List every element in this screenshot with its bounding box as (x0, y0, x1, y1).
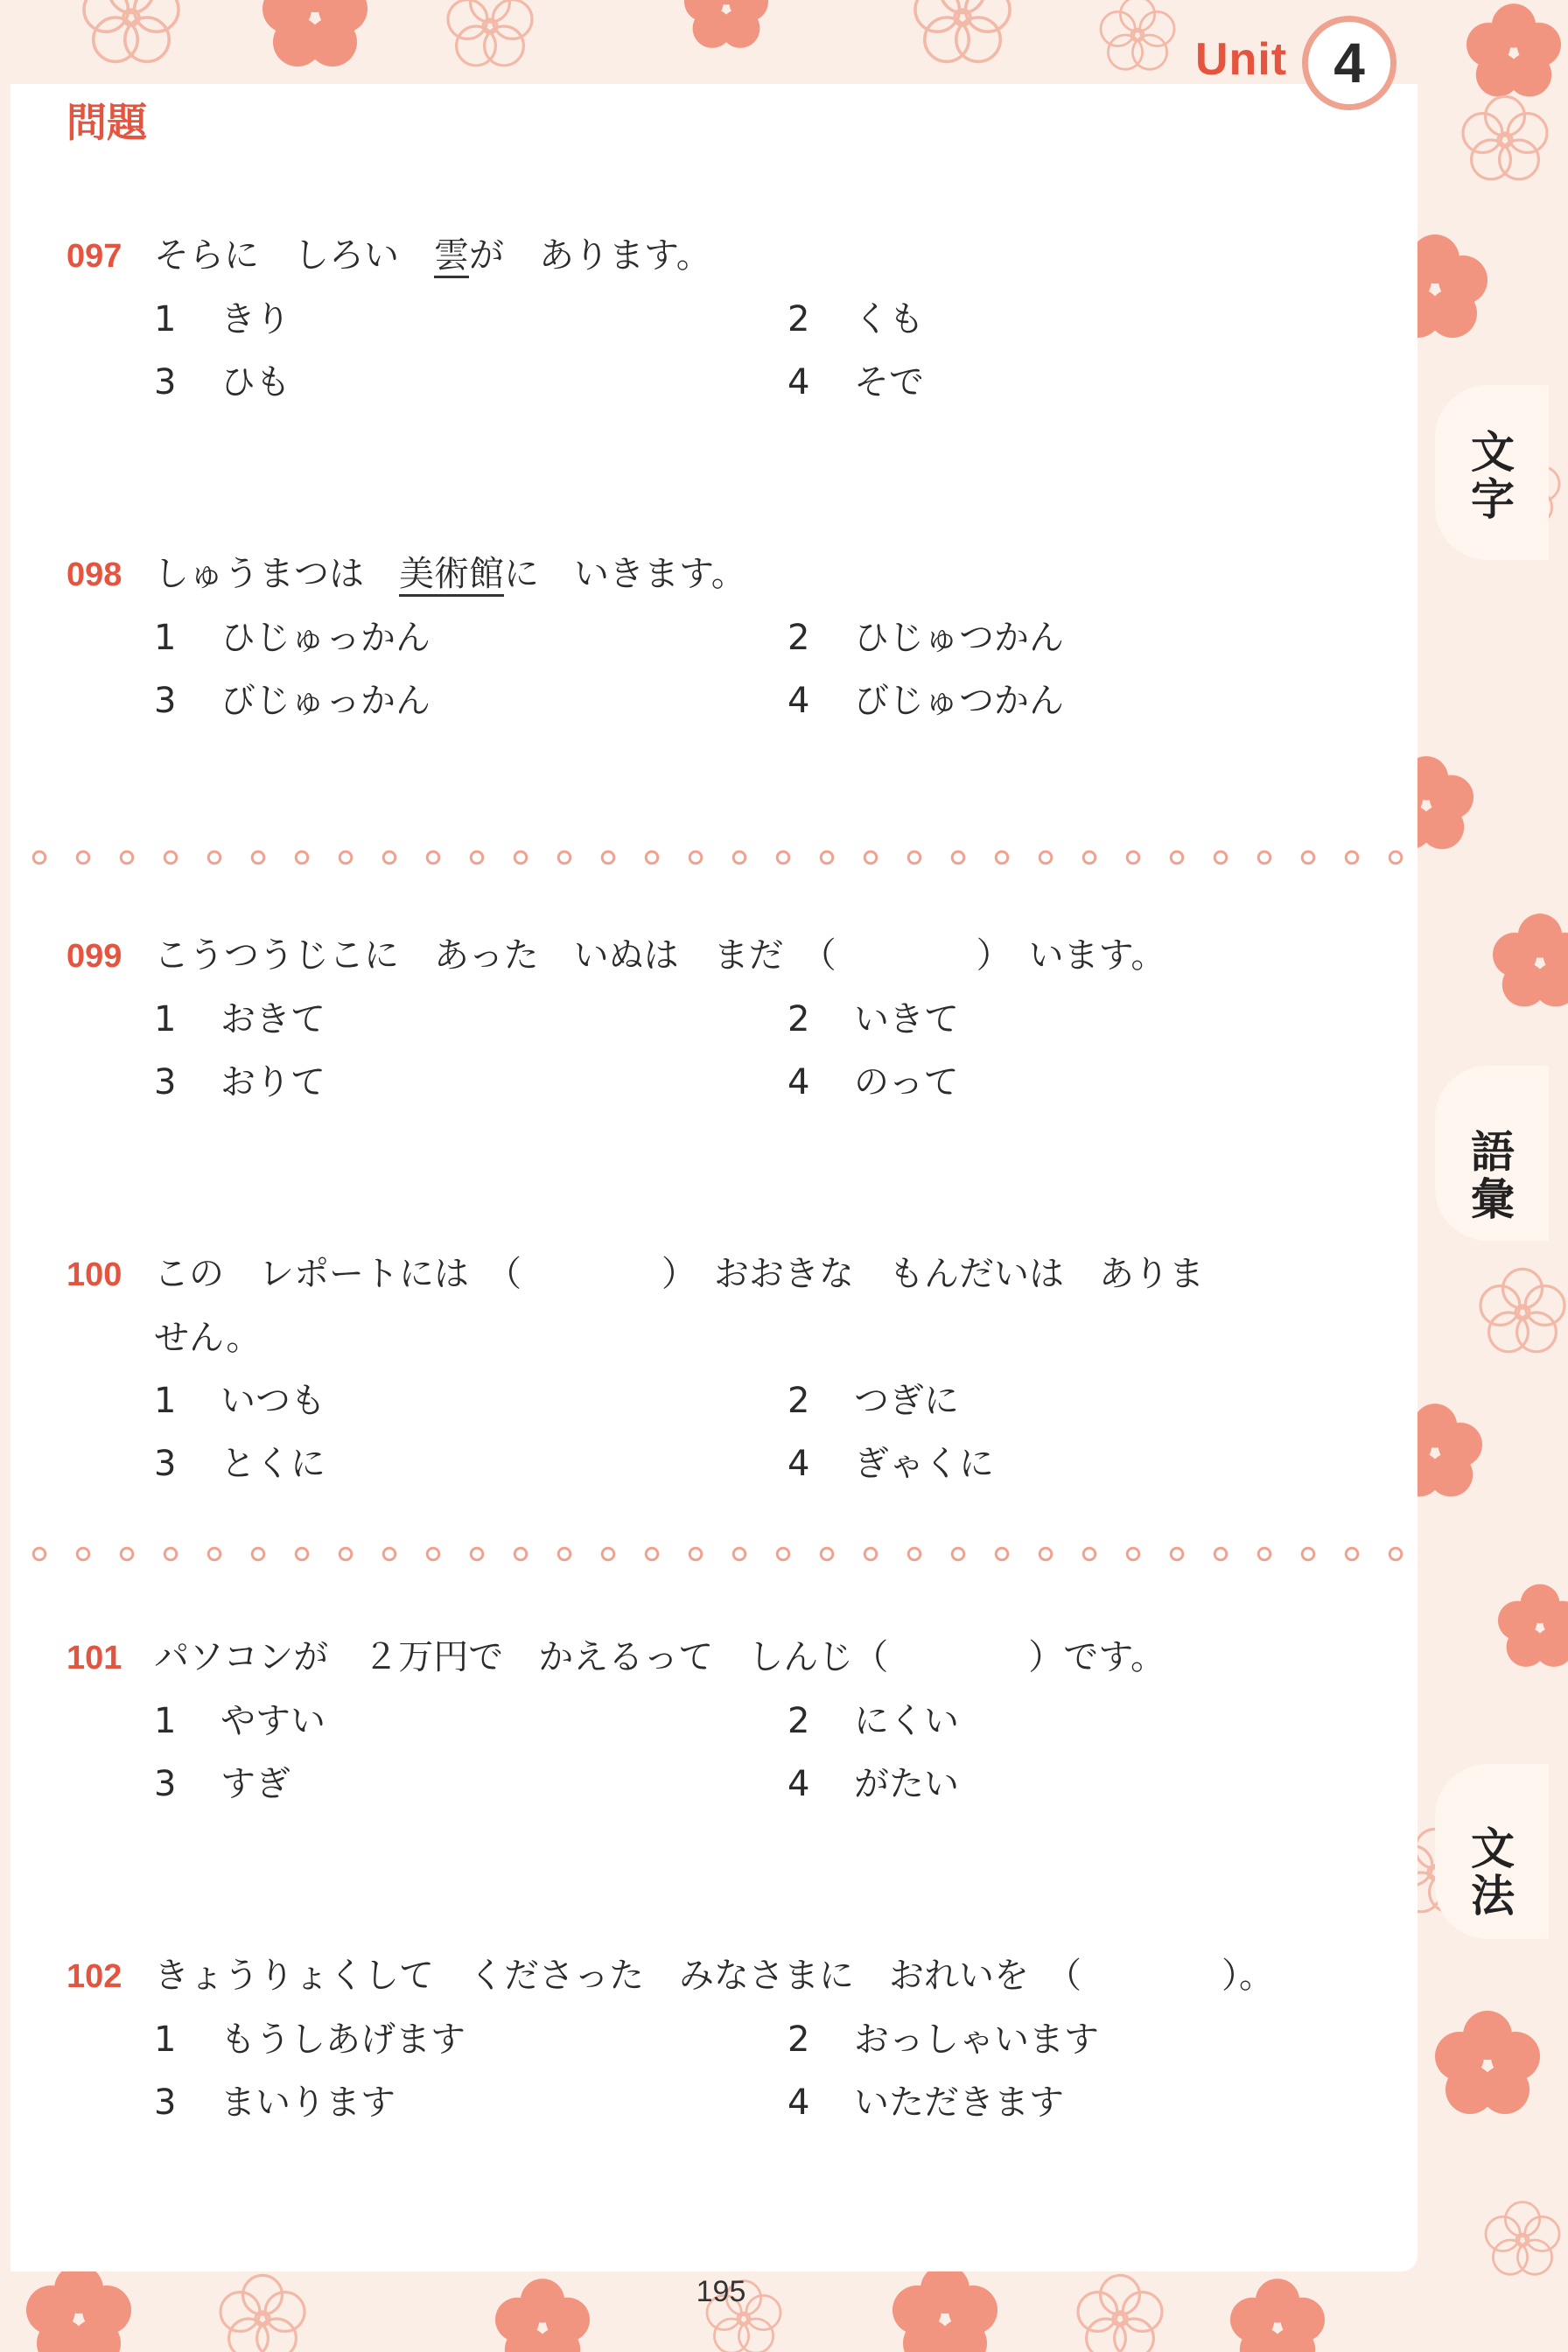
option-number: 2 (788, 618, 810, 658)
option-number: 2 (788, 1381, 810, 1421)
option-text: びじゅつかん (854, 681, 1064, 721)
dotted-divider (18, 1544, 1418, 1564)
question-099 (66, 924, 1396, 1114)
option-number: 2 (788, 999, 810, 1040)
option-number: 4 (788, 362, 810, 402)
option-text: ぎゃくに (854, 1444, 994, 1484)
option-text: そで (854, 362, 924, 402)
options-grid (66, 2008, 1396, 2134)
option-number: 4 (788, 1764, 810, 1804)
option-number: 3 (154, 1444, 177, 1484)
option-1[interactable] (154, 1690, 326, 1753)
question-stem (66, 924, 1396, 988)
option-text: いただきます (854, 2082, 1064, 2123)
option-number: 2 (788, 1701, 810, 1741)
question-number: 099 (66, 938, 122, 975)
option-2[interactable] (788, 1369, 959, 1432)
question-number: 100 (66, 1256, 122, 1293)
option-3[interactable] (154, 1753, 290, 1816)
option-4[interactable] (788, 1432, 994, 1495)
question-stem-continued (66, 1306, 1396, 1369)
option-number: 2 (788, 299, 810, 340)
unit-badge (1302, 16, 1396, 110)
option-4[interactable] (788, 351, 924, 414)
unit-number: 4 (1334, 32, 1365, 94)
section-title: 問題 (66, 99, 147, 146)
tab-moji-label: 文字 (1471, 427, 1515, 525)
question-stem (66, 1626, 1396, 1690)
option-text: とくに (220, 1444, 326, 1484)
stem-text: せん。 (154, 1318, 262, 1358)
option-number: 3 (154, 681, 177, 721)
option-number: 4 (788, 2082, 810, 2123)
option-text: びじゅっかん (220, 681, 430, 721)
option-text: ひも (220, 362, 290, 402)
option-number: 1 (154, 2020, 177, 2060)
underlined-word: 美術館 (399, 554, 504, 597)
question-100 (66, 1242, 1396, 1495)
option-text: のって (854, 1062, 959, 1102)
options-grid (66, 606, 1396, 732)
options-grid (66, 988, 1396, 1114)
stem-text: パソコンが ２万円で かえるって しんじ（ ）です。 (154, 1637, 1166, 1677)
tab-goi-label: 語彙 (1471, 1127, 1515, 1225)
option-text: おりて (220, 1062, 326, 1102)
stem-text: そらに しろい (154, 235, 434, 276)
option-text: いきて (854, 999, 959, 1040)
question-098 (66, 542, 1396, 732)
unit-label: Unit (1195, 34, 1288, 85)
option-text: くも (854, 299, 924, 340)
option-number: 1 (154, 1701, 177, 1741)
option-1[interactable] (154, 288, 290, 351)
option-number: 1 (154, 299, 177, 340)
stem-text: こうつうじこに あった いぬは まだ （ ） います。 (154, 935, 1166, 976)
dotted-divider (18, 847, 1418, 868)
question-stem (66, 1944, 1396, 2008)
option-3[interactable] (154, 1051, 326, 1114)
option-2[interactable] (788, 1690, 959, 1753)
option-1[interactable] (154, 606, 430, 669)
option-number: 3 (154, 362, 177, 402)
stem-text: しゅうまつは (154, 554, 399, 594)
option-number: 3 (154, 2082, 177, 2123)
option-text: まいります (220, 2082, 396, 2123)
question-stem (66, 1242, 1396, 1306)
option-text: ひじゅつかん (854, 618, 1064, 658)
option-number: 4 (788, 681, 810, 721)
option-text: いつも (220, 1381, 326, 1421)
question-stem (66, 224, 1396, 288)
option-2[interactable] (788, 288, 924, 351)
option-text: にくい (854, 1701, 959, 1741)
option-text: がたい (854, 1764, 959, 1804)
options-grid (66, 1369, 1396, 1495)
option-number: 1 (154, 999, 177, 1040)
option-text: ひじゅっかん (220, 618, 430, 658)
question-number: 098 (66, 556, 122, 593)
option-4[interactable] (788, 2071, 1064, 2134)
option-text: おきて (220, 999, 326, 1040)
options-grid (66, 288, 1396, 414)
stem-text: に いきます。 (504, 554, 746, 594)
question-097 (66, 224, 1396, 414)
option-2[interactable] (788, 606, 1064, 669)
question-102 (66, 1944, 1396, 2134)
option-text: おっしゃいます (854, 2020, 1099, 2060)
option-4[interactable] (788, 669, 1064, 732)
question-number: 101 (66, 1640, 122, 1676)
question-number: 097 (66, 238, 122, 275)
options-grid (66, 1690, 1396, 1816)
option-3[interactable] (154, 351, 290, 414)
underlined-word: 雲 (434, 235, 469, 278)
option-number: 2 (788, 2020, 810, 2060)
option-4[interactable] (788, 1753, 959, 1816)
option-3[interactable] (154, 669, 430, 732)
option-number: 1 (154, 618, 177, 658)
option-3[interactable] (154, 2071, 396, 2134)
option-text: きり (220, 299, 290, 340)
tab-bunpou-label: 文法 (1471, 1824, 1515, 1922)
option-text: やすい (220, 1701, 326, 1741)
question-number: 102 (66, 1958, 122, 1995)
option-1[interactable] (154, 1369, 326, 1432)
option-2[interactable] (788, 2008, 1099, 2071)
option-number: 4 (788, 1062, 810, 1102)
stem-text: が あります。 (469, 235, 711, 276)
option-3[interactable] (154, 1432, 326, 1495)
page-number: 195 (696, 2275, 746, 2308)
option-number: 3 (154, 1764, 177, 1804)
option-1[interactable] (154, 2008, 466, 2071)
option-1[interactable] (154, 988, 326, 1051)
question-stem (66, 542, 1396, 606)
option-text: もうしあげます (220, 2020, 466, 2060)
option-number: 4 (788, 1444, 810, 1484)
option-text: すぎ (220, 1764, 290, 1804)
option-number: 3 (154, 1062, 177, 1102)
stem-text: この レポートには （ ） おおきな もんだいは ありま (154, 1254, 1204, 1294)
stem-text: きょうりょくして くださった みなさまに おれいを （ ）。 (154, 1956, 1274, 1996)
option-2[interactable] (788, 988, 959, 1051)
option-4[interactable] (788, 1051, 959, 1114)
option-number: 1 (154, 1381, 177, 1421)
option-text: つぎに (854, 1381, 959, 1421)
question-101 (66, 1626, 1396, 1816)
